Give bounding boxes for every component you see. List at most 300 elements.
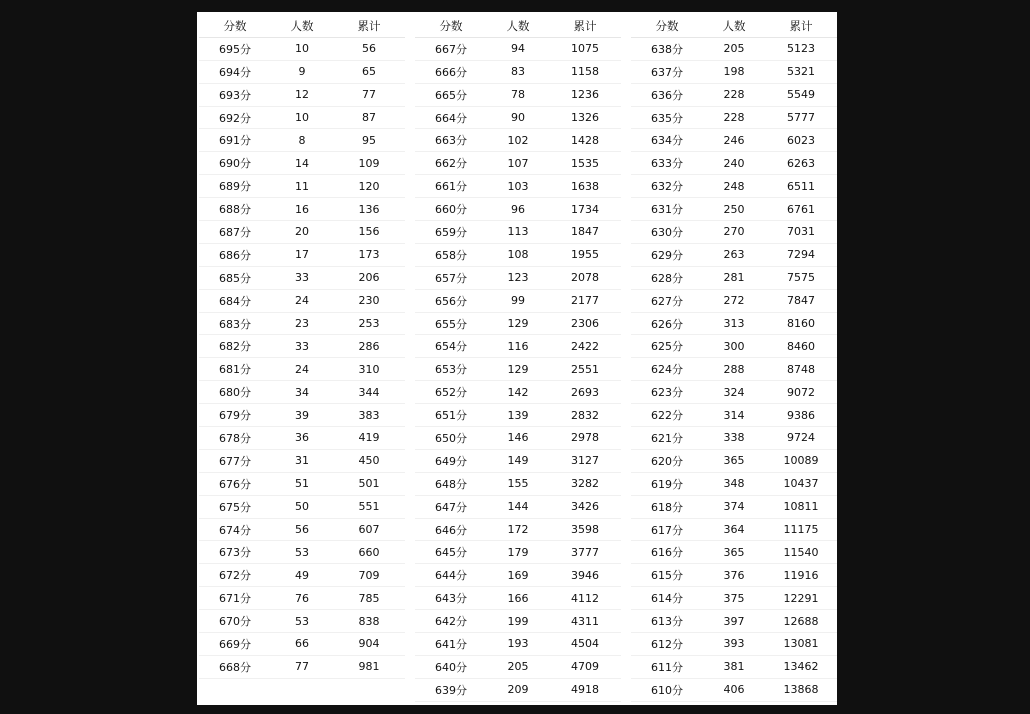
score-cell: 638分 <box>651 42 683 56</box>
cumulative-cell: 4918 <box>571 683 599 697</box>
score-cell: 616分 <box>651 546 683 560</box>
score-cell: 675分 <box>219 500 251 514</box>
count-cell: 246 <box>723 133 745 147</box>
header-cumulative: 累计 <box>357 18 381 33</box>
score-cell: 627分 <box>651 294 683 308</box>
count-cell: 20 <box>295 225 309 239</box>
table-header-row <box>631 15 837 38</box>
table-row <box>631 656 837 679</box>
count-cell: 397 <box>723 614 745 628</box>
table-row <box>631 84 837 107</box>
count-cell: 139 <box>507 408 529 422</box>
table-row <box>631 38 837 61</box>
cumulative-cell: 501 <box>358 477 380 491</box>
cumulative-cell: 5777 <box>787 111 815 124</box>
table-row <box>415 564 621 587</box>
table-row <box>199 221 405 244</box>
count-cell: 24 <box>295 362 309 376</box>
cumulative-cell: 5321 <box>787 65 815 79</box>
table-row <box>199 129 405 152</box>
table-row <box>415 244 621 267</box>
count-cell: 365 <box>723 454 745 468</box>
table-row <box>199 633 405 656</box>
cumulative-cell: 1535 <box>571 156 599 170</box>
table-row <box>199 175 405 198</box>
score-cell: 674分 <box>219 523 251 537</box>
count-cell: 108 <box>507 248 529 262</box>
cumulative-cell: 230 <box>358 294 380 308</box>
count-cell: 53 <box>295 545 309 559</box>
cumulative-cell: 450 <box>358 454 380 468</box>
score-cell: 695分 <box>219 42 251 56</box>
table-row <box>415 290 621 313</box>
cumulative-cell: 10811 <box>783 500 819 514</box>
count-cell: 116 <box>507 339 529 353</box>
table-row <box>199 267 405 290</box>
cumulative-cell: 981 <box>358 660 380 674</box>
table-row <box>415 381 621 404</box>
header-count: 人数 <box>506 18 530 33</box>
score-cell: 687分 <box>219 225 251 239</box>
score-cell: 691分 <box>219 134 251 148</box>
count-cell: 103 <box>507 179 529 193</box>
count-cell: 129 <box>507 362 529 376</box>
table-row <box>631 61 837 84</box>
count-cell: 248 <box>723 179 745 193</box>
cumulative-cell: 1075 <box>571 42 599 56</box>
count-cell: 123 <box>507 271 529 285</box>
cumulative-cell: 11916 <box>783 568 819 582</box>
score-cell: 658分 <box>435 248 467 262</box>
count-cell: 94 <box>511 42 525 56</box>
score-cell: 641分 <box>435 637 467 651</box>
count-cell: 31 <box>295 454 309 468</box>
cumulative-cell: 1734 <box>571 202 599 216</box>
count-cell: 146 <box>507 431 529 445</box>
score-cell: 688分 <box>219 203 251 217</box>
cumulative-cell: 904 <box>358 637 380 651</box>
cumulative-cell: 136 <box>358 202 380 216</box>
count-cell: 9 <box>298 65 306 79</box>
score-cell: 643分 <box>435 592 467 606</box>
count-cell: 270 <box>723 225 745 239</box>
count-cell: 393 <box>723 637 745 651</box>
cumulative-cell: 206 <box>358 271 380 285</box>
score-cell: 647分 <box>435 500 467 514</box>
table-row <box>631 404 837 427</box>
score-cell: 685分 <box>219 271 251 285</box>
cumulative-cell: 4504 <box>571 637 599 651</box>
table-row <box>631 313 837 336</box>
cumulative-cell: 1158 <box>571 65 599 79</box>
cumulative-cell: 3946 <box>571 568 599 582</box>
score-cell: 613分 <box>651 615 683 629</box>
header-cumulative: 累计 <box>573 18 597 33</box>
count-cell: 102 <box>507 133 529 147</box>
score-cell: 677分 <box>219 454 251 468</box>
cumulative-cell: 173 <box>358 248 380 262</box>
count-cell: 39 <box>295 408 309 422</box>
score-cell: 621分 <box>651 431 683 445</box>
table-row <box>415 541 621 564</box>
score-cell: 636分 <box>651 88 683 102</box>
table-row <box>199 313 405 336</box>
cumulative-cell: 10437 <box>783 477 819 491</box>
cumulative-cell: 3426 <box>571 500 599 514</box>
cumulative-cell: 95 <box>362 133 376 147</box>
score-cell: 681分 <box>219 363 251 377</box>
cumulative-cell: 13462 <box>783 660 819 674</box>
cumulative-cell: 11540 <box>783 545 819 559</box>
score-cell: 642分 <box>435 615 467 629</box>
table-row <box>199 290 405 313</box>
score-cell: 649分 <box>435 454 467 468</box>
count-cell: 14 <box>295 156 309 170</box>
count-cell: 51 <box>295 477 309 491</box>
table-row <box>199 610 405 633</box>
table-row <box>415 38 621 61</box>
cumulative-cell: 3282 <box>571 477 599 491</box>
table-row <box>415 175 621 198</box>
score-cell: 679分 <box>219 409 251 423</box>
count-cell: 375 <box>723 591 745 605</box>
count-cell: 12 <box>295 88 309 102</box>
score-cell: 689分 <box>219 180 251 194</box>
cumulative-cell: 253 <box>358 317 380 331</box>
cumulative-cell: 8460 <box>787 339 815 353</box>
cumulative-cell: 4709 <box>571 660 599 674</box>
count-cell: 205 <box>507 660 529 674</box>
cumulative-cell: 383 <box>358 408 380 422</box>
score-cell: 610分 <box>651 683 683 697</box>
cumulative-cell: 2422 <box>571 339 599 353</box>
score-cell: 667分 <box>435 42 467 56</box>
score-cell: 634分 <box>651 134 683 148</box>
header-count: 人数 <box>722 18 746 33</box>
table-row <box>199 61 405 84</box>
cumulative-cell: 12688 <box>783 614 819 628</box>
count-cell: 228 <box>723 111 745 124</box>
cumulative-cell: 1236 <box>571 88 599 102</box>
score-cell: 611分 <box>651 660 683 674</box>
cumulative-cell: 7294 <box>787 248 815 262</box>
table-row <box>631 221 837 244</box>
cumulative-cell: 13868 <box>783 683 819 697</box>
cumulative-cell: 9386 <box>787 408 815 422</box>
cumulative-cell: 8748 <box>787 362 815 376</box>
count-cell: 76 <box>295 591 309 605</box>
score-cell: 622分 <box>651 409 683 423</box>
score-cell: 661分 <box>435 180 467 194</box>
cumulative-cell: 2978 <box>571 431 599 445</box>
score-cell: 652分 <box>435 386 467 400</box>
cumulative-cell: 6511 <box>787 179 815 193</box>
score-cell: 684分 <box>219 294 251 308</box>
score-cell: 644分 <box>435 569 467 583</box>
score-cell: 656分 <box>435 294 467 308</box>
score-cell: 653分 <box>435 363 467 377</box>
count-cell: 53 <box>295 614 309 628</box>
score-cell: 617分 <box>651 523 683 537</box>
table-row <box>631 290 837 313</box>
table-row <box>631 381 837 404</box>
table-row <box>199 427 405 450</box>
count-cell: 209 <box>507 683 529 697</box>
count-cell: 179 <box>507 545 529 559</box>
count-cell: 199 <box>507 614 529 628</box>
cumulative-cell: 2832 <box>571 408 599 422</box>
cumulative-cell: 607 <box>358 523 380 537</box>
count-cell: 365 <box>723 545 745 559</box>
score-cell: 670分 <box>219 615 251 629</box>
score-cell: 692分 <box>219 111 251 125</box>
cumulative-cell: 709 <box>358 568 380 582</box>
table-row <box>199 152 405 175</box>
count-cell: 288 <box>723 362 745 376</box>
cumulative-cell: 10089 <box>783 454 819 468</box>
table-row <box>199 519 405 542</box>
cumulative-cell: 2306 <box>571 317 599 331</box>
score-cell: 628分 <box>651 271 683 285</box>
header-count: 人数 <box>290 18 314 33</box>
table-row <box>631 450 837 473</box>
score-cell: 686分 <box>219 248 251 262</box>
score-cell: 657分 <box>435 271 467 285</box>
score-cell: 659分 <box>435 225 467 239</box>
table-row <box>631 541 837 564</box>
score-cell: 614分 <box>651 592 683 606</box>
count-cell: 23 <box>295 317 309 331</box>
table-row <box>415 84 621 107</box>
cumulative-cell: 3127 <box>571 454 599 468</box>
header-cumulative: 累计 <box>789 18 813 33</box>
count-cell: 198 <box>723 65 745 79</box>
score-cell: 651分 <box>435 409 467 423</box>
score-cell: 625分 <box>651 340 683 354</box>
score-cell: 640分 <box>435 660 467 674</box>
table-row <box>631 587 837 610</box>
count-cell: 272 <box>723 294 745 308</box>
count-cell: 17 <box>295 248 309 262</box>
count-cell: 193 <box>507 637 529 651</box>
cumulative-cell: 1955 <box>571 248 599 262</box>
score-cell: 668分 <box>219 660 251 674</box>
table-row <box>199 450 405 473</box>
score-cell: 666分 <box>435 65 467 79</box>
count-cell: 364 <box>723 523 745 537</box>
table-row <box>631 427 837 450</box>
score-cell: 646分 <box>435 523 467 537</box>
table-row <box>631 198 837 221</box>
score-cell: 639分 <box>435 683 467 697</box>
cumulative-cell: 9072 <box>787 385 815 399</box>
count-cell: 381 <box>723 660 745 674</box>
table-row <box>415 587 621 610</box>
cumulative-cell: 2177 <box>571 294 599 308</box>
cumulative-cell: 109 <box>358 156 380 170</box>
cumulative-cell: 419 <box>358 431 380 445</box>
score-table-1 <box>199 15 405 679</box>
table-row <box>199 564 405 587</box>
score-cell: 655分 <box>435 317 467 331</box>
table-row <box>631 335 837 358</box>
table-row <box>199 244 405 267</box>
score-distribution-sheet <box>197 12 837 705</box>
score-cell: 623分 <box>651 386 683 400</box>
cumulative-cell: 1638 <box>571 179 599 193</box>
count-cell: 374 <box>723 500 745 514</box>
score-cell: 680分 <box>219 386 251 400</box>
cumulative-cell: 2551 <box>571 362 599 376</box>
table-row <box>199 473 405 496</box>
cumulative-cell: 1326 <box>571 111 599 124</box>
score-cell: 678分 <box>219 431 251 445</box>
score-cell: 683分 <box>219 317 251 331</box>
table-row <box>199 107 405 130</box>
table-row <box>199 381 405 404</box>
table-row <box>415 404 621 427</box>
score-table-3 <box>631 15 837 702</box>
score-cell: 637分 <box>651 65 683 79</box>
cumulative-cell: 286 <box>358 339 380 353</box>
count-cell: 205 <box>723 42 745 56</box>
count-cell: 10 <box>295 42 309 56</box>
cumulative-cell: 6761 <box>787 202 815 216</box>
cumulative-cell: 1847 <box>571 225 599 239</box>
cumulative-cell: 56 <box>362 42 376 56</box>
score-cell: 669分 <box>219 637 251 651</box>
count-cell: 406 <box>723 683 745 697</box>
table-row <box>415 221 621 244</box>
count-cell: 281 <box>723 271 745 285</box>
table-row <box>415 679 621 702</box>
score-cell: 629分 <box>651 248 683 262</box>
count-cell: 314 <box>723 408 745 422</box>
score-cell: 615分 <box>651 569 683 583</box>
count-cell: 324 <box>723 385 745 399</box>
table-row <box>415 427 621 450</box>
table-row <box>631 519 837 542</box>
count-cell: 155 <box>507 477 529 491</box>
table-row <box>631 473 837 496</box>
score-cell: 671分 <box>219 592 251 606</box>
count-cell: 107 <box>507 156 529 170</box>
count-cell: 24 <box>295 294 309 308</box>
table-row <box>415 496 621 519</box>
table-header-row <box>199 15 405 38</box>
count-cell: 8 <box>298 133 306 147</box>
cumulative-cell: 6023 <box>787 133 815 147</box>
cumulative-cell: 344 <box>358 385 380 399</box>
count-cell: 348 <box>723 477 745 491</box>
table-row <box>415 610 621 633</box>
count-cell: 263 <box>723 248 745 262</box>
cumulative-cell: 87 <box>362 111 376 124</box>
cumulative-cell: 1428 <box>571 133 599 147</box>
count-cell: 77 <box>295 660 309 674</box>
cumulative-cell: 2078 <box>571 271 599 285</box>
score-cell: 663分 <box>435 134 467 148</box>
table-row <box>631 564 837 587</box>
cumulative-cell: 4311 <box>571 614 599 628</box>
table-row <box>199 587 405 610</box>
cumulative-cell: 2693 <box>571 385 599 399</box>
score-cell: 650分 <box>435 431 467 445</box>
score-cell: 648分 <box>435 477 467 491</box>
count-cell: 376 <box>723 568 745 582</box>
score-cell: 672分 <box>219 569 251 583</box>
count-cell: 56 <box>295 523 309 537</box>
table-row <box>199 496 405 519</box>
table-row <box>199 84 405 107</box>
score-cell: 682分 <box>219 340 251 354</box>
table-row <box>631 633 837 656</box>
cumulative-cell: 838 <box>358 614 380 628</box>
table-row <box>631 107 837 130</box>
score-cell: 654分 <box>435 340 467 354</box>
count-cell: 33 <box>295 339 309 353</box>
count-cell: 338 <box>723 431 745 445</box>
cumulative-cell: 3777 <box>571 545 599 559</box>
table-row <box>631 244 837 267</box>
count-cell: 250 <box>723 202 745 216</box>
cumulative-cell: 5123 <box>787 42 815 56</box>
cumulative-cell: 120 <box>358 179 380 193</box>
score-table-2 <box>415 15 621 702</box>
table-row <box>415 656 621 679</box>
count-cell: 83 <box>511 65 525 79</box>
count-cell: 172 <box>507 523 529 537</box>
count-cell: 149 <box>507 454 529 468</box>
cumulative-cell: 3598 <box>571 523 599 537</box>
header-score: 分数 <box>439 18 463 33</box>
table-row <box>415 61 621 84</box>
cumulative-cell: 7031 <box>787 225 815 239</box>
score-cell: 620分 <box>651 454 683 468</box>
count-cell: 113 <box>507 225 529 239</box>
count-cell: 90 <box>511 111 525 124</box>
count-cell: 36 <box>295 431 309 445</box>
count-cell: 142 <box>507 385 529 399</box>
score-cell: 635分 <box>651 111 683 125</box>
header-score: 分数 <box>655 18 679 33</box>
table-row <box>415 313 621 336</box>
table-row <box>415 198 621 221</box>
table-row <box>415 519 621 542</box>
score-cell: 631分 <box>651 203 683 217</box>
table-row <box>631 129 837 152</box>
score-cell: 626分 <box>651 317 683 331</box>
score-cell: 664分 <box>435 111 467 125</box>
table-row <box>631 358 837 381</box>
count-cell: 78 <box>511 88 525 102</box>
cumulative-cell: 13081 <box>783 637 819 651</box>
table-row <box>415 473 621 496</box>
cumulative-cell: 9724 <box>787 431 815 445</box>
table-row <box>415 335 621 358</box>
count-cell: 96 <box>511 202 525 216</box>
table-row <box>631 679 837 702</box>
score-cell: 693分 <box>219 88 251 102</box>
table-row <box>415 152 621 175</box>
score-cell: 665分 <box>435 88 467 102</box>
score-cell: 618分 <box>651 500 683 514</box>
table-row <box>415 107 621 130</box>
table-row <box>415 450 621 473</box>
cumulative-cell: 156 <box>358 225 380 239</box>
score-cell: 694分 <box>219 65 251 79</box>
table-row <box>631 175 837 198</box>
